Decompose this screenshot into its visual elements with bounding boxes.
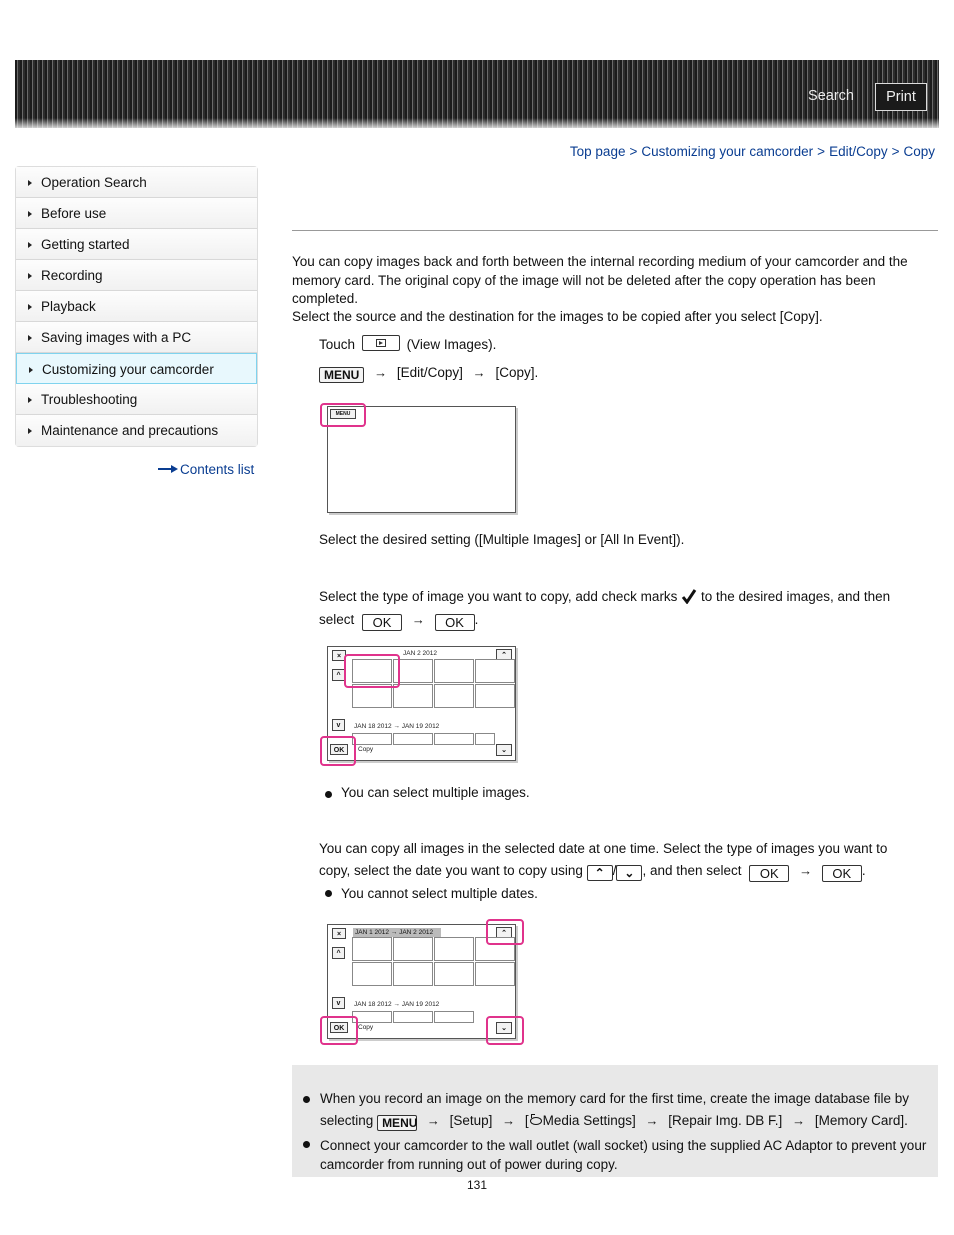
intro-paragraph: You can copy images back and forth between the internal recording medium of your camcorder and the memory card. The original copy of the image will not be deleted after the copy operation has been completed. bbox=[292, 254, 908, 306]
print-button[interactable]: Print bbox=[875, 83, 927, 111]
double-chevron-down-icon: ⌄ bbox=[616, 865, 642, 881]
double-chevron-down-icon: ⌄ bbox=[496, 1022, 512, 1034]
sidebar-item-customizing[interactable] bbox=[16, 353, 257, 384]
thumbnail bbox=[475, 684, 515, 708]
thumbnail bbox=[475, 659, 515, 683]
notes-box bbox=[292, 1065, 938, 1177]
triangle-right-icon bbox=[28, 304, 32, 310]
sidebar-item-label: Getting started bbox=[41, 237, 130, 252]
breadcrumb-separator: > bbox=[629, 144, 638, 159]
sidebar-item-label: Before use bbox=[41, 206, 107, 221]
chevron-up-icon: ^ bbox=[332, 669, 345, 681]
sidebar-item-saving-images[interactable] bbox=[16, 322, 257, 353]
page-number: 131 bbox=[467, 1178, 488, 1192]
bullet-icon bbox=[303, 1096, 310, 1103]
thumbnail bbox=[393, 684, 433, 708]
date-label: JAN 18 2012 → JAN 19 2012 bbox=[354, 723, 440, 730]
thumbnail bbox=[393, 937, 433, 961]
media-settings-icon bbox=[529, 1114, 543, 1126]
thumbnail bbox=[352, 962, 392, 986]
instruction-text: copy, select the date you want to copy using bbox=[319, 863, 583, 878]
triangle-right-icon bbox=[28, 211, 32, 217]
contents-list-label: Contents list bbox=[180, 462, 255, 477]
triangle-right-icon bbox=[28, 397, 32, 403]
sidebar-item-getting-started[interactable] bbox=[16, 229, 257, 260]
breadcrumb-edit-copy[interactable]: Edit/Copy bbox=[829, 144, 888, 159]
bullet-text: You cannot select multiple dates. bbox=[341, 886, 538, 901]
step-text: [Edit/Copy] bbox=[396, 365, 463, 380]
thumbnail bbox=[434, 937, 474, 961]
double-chevron-up-icon: ⌃ bbox=[587, 865, 613, 881]
sidebar-item-label: Saving images with a PC bbox=[41, 330, 192, 345]
bullet-icon bbox=[303, 1141, 310, 1148]
sidebar-item-label: Troubleshooting bbox=[41, 392, 138, 407]
triangle-right-icon bbox=[29, 367, 33, 373]
sidebar-item-label: Maintenance and precautions bbox=[41, 423, 219, 438]
bullet-text: You can select multiple images. bbox=[341, 785, 530, 800]
close-icon: × bbox=[332, 650, 346, 661]
thumbnail bbox=[352, 937, 392, 961]
instruction-text: Select the type of image you want to copy, add check marks bbox=[319, 589, 678, 604]
arrow-right-icon: → bbox=[502, 1113, 516, 1128]
highlight-box bbox=[320, 403, 366, 427]
menu-button-icon: MENU bbox=[330, 409, 356, 419]
thumbnail bbox=[352, 1011, 392, 1023]
thumbnail bbox=[352, 733, 392, 745]
sidebar-item-playback[interactable] bbox=[16, 291, 257, 322]
date-label: JAN 18 2012 → JAN 19 2012 bbox=[354, 1001, 440, 1008]
ok-button-icon: OK bbox=[330, 744, 348, 755]
note-text: Connect your camcorder to the wall outlet (wall socket) using the supplied AC Adaptor to prevent your camcorder from running out of power during copy. bbox=[320, 1138, 927, 1172]
sidebar-item-label: Operation Search bbox=[41, 175, 147, 190]
step-menu-edit-copy bbox=[319, 364, 538, 383]
sidebar-item-operation-search[interactable] bbox=[16, 167, 257, 198]
header-bar bbox=[15, 60, 939, 128]
double-chevron-up-icon: ⌃ bbox=[496, 927, 512, 939]
breadcrumb-copy[interactable]: Copy bbox=[903, 144, 935, 159]
arrow-right-icon: → bbox=[426, 1113, 440, 1128]
menu-button-icon: MENU bbox=[319, 367, 364, 383]
copy-label: Copy bbox=[358, 746, 374, 753]
arrow-right-icon: → bbox=[472, 365, 486, 380]
copy-label: Copy bbox=[358, 1024, 374, 1031]
date-label: JAN 2 2012 bbox=[403, 650, 437, 657]
thumbnail bbox=[434, 659, 474, 683]
chevron-up-icon: ^ bbox=[332, 947, 345, 959]
highlight-box bbox=[320, 1016, 358, 1045]
ok-button-icon: OK bbox=[330, 1022, 348, 1033]
sidebar-item-maintenance[interactable] bbox=[16, 415, 257, 446]
arrow-right-icon bbox=[158, 465, 178, 473]
breadcrumb-separator: > bbox=[891, 144, 900, 159]
thumbnail bbox=[434, 1011, 474, 1023]
ok-button-icon: OK bbox=[362, 614, 402, 631]
thumbnail bbox=[434, 733, 474, 745]
sidebar-item-label: Playback bbox=[41, 299, 96, 314]
step-select-setting: Select the desired setting ([Multiple Images] or [All In Event]). bbox=[319, 532, 685, 547]
sidebar-item-before-use[interactable] bbox=[16, 198, 257, 229]
multiple-images-instruction bbox=[319, 588, 890, 606]
sidebar-item-troubleshooting[interactable] bbox=[16, 384, 257, 415]
ok-button-icon: OK bbox=[822, 865, 862, 882]
thumbnail bbox=[475, 962, 515, 986]
chevron-down-icon: v bbox=[332, 997, 345, 1009]
highlight-box bbox=[344, 654, 400, 688]
menu-button-icon: MENU bbox=[377, 1115, 417, 1131]
triangle-right-icon bbox=[28, 273, 32, 279]
breadcrumb-separator: > bbox=[817, 144, 826, 159]
step-text: [Copy]. bbox=[495, 365, 539, 380]
triangle-right-icon bbox=[28, 335, 32, 341]
ok-button-icon: OK bbox=[749, 865, 789, 882]
instruction-text: select bbox=[319, 612, 355, 627]
thumbnail bbox=[393, 733, 433, 745]
contents-list-link[interactable] bbox=[158, 462, 254, 477]
step-touch-view-images bbox=[319, 335, 496, 354]
bullet-icon bbox=[325, 890, 332, 897]
note-text: When you record an image on the memory card for the first time, create the image database file by bbox=[320, 1091, 910, 1106]
bullet-icon bbox=[325, 791, 332, 798]
ok-button-icon: OK bbox=[435, 614, 475, 631]
arrow-right-icon: → bbox=[799, 863, 813, 878]
thumbnail bbox=[393, 1011, 433, 1023]
triangle-right-icon bbox=[28, 428, 32, 434]
title-divider bbox=[292, 230, 938, 231]
close-icon: × bbox=[332, 928, 346, 939]
breadcrumb-top-page[interactable]: Top page bbox=[569, 144, 626, 159]
arrow-right-icon: → bbox=[411, 612, 425, 627]
highlight-box bbox=[486, 919, 524, 945]
thumbnail bbox=[393, 962, 433, 986]
sidebar-item-label: Recording bbox=[41, 268, 103, 283]
multiple-images-select: select OK → OK . bbox=[319, 612, 479, 630]
thumbnail bbox=[434, 962, 474, 986]
double-chevron-up-icon: ⌃ bbox=[496, 649, 512, 661]
thumbnail bbox=[475, 733, 495, 745]
sidebar-item-recording[interactable] bbox=[16, 260, 257, 291]
sidebar-item-label: Customizing your camcorder bbox=[42, 362, 214, 377]
arrow-right-icon: → bbox=[792, 1113, 806, 1128]
event-instruction: You can copy all images in the selected date at one time. Select the type of images you want to bbox=[319, 841, 888, 856]
check-mark-icon bbox=[681, 588, 697, 604]
chevron-down-icon: v bbox=[332, 719, 345, 731]
search-link[interactable]: Search bbox=[808, 88, 854, 104]
step-text: Touch bbox=[319, 337, 356, 352]
arrow-right-icon: → bbox=[374, 365, 388, 380]
highlight-box bbox=[486, 1016, 524, 1045]
view-images-icon bbox=[362, 335, 400, 351]
breadcrumb-customizing[interactable]: Customizing your camcorder bbox=[641, 144, 814, 159]
sidebar-nav bbox=[15, 166, 258, 447]
triangle-right-icon bbox=[28, 242, 32, 248]
highlight-box bbox=[320, 736, 356, 766]
step-text: (View Images). bbox=[406, 337, 497, 352]
instruction-text: , and then select bbox=[642, 863, 742, 878]
intro-paragraph-2: Select the source and the destination for the images to be copied after you select [Copy]. bbox=[292, 309, 823, 324]
breadcrumb bbox=[570, 144, 935, 159]
event-instruction-2: copy, select the date you want to copy using ⌃ / ⌄ , and then select OK → OK . bbox=[319, 863, 866, 881]
selected-date-range: JAN 1 2012 → JAN 2 2012 bbox=[353, 928, 441, 937]
triangle-right-icon bbox=[28, 180, 32, 186]
arrow-right-icon: → bbox=[645, 1113, 659, 1128]
instruction-text: to the desired images, and then bbox=[700, 589, 891, 604]
note-text-line2: selecting MENU → [Setup] → [ Media Settings] → [Repair Img. DB F.] → [Memory Card]. bbox=[320, 1113, 908, 1130]
thumbnail bbox=[434, 684, 474, 708]
double-chevron-down-icon: ⌄ bbox=[496, 744, 512, 756]
